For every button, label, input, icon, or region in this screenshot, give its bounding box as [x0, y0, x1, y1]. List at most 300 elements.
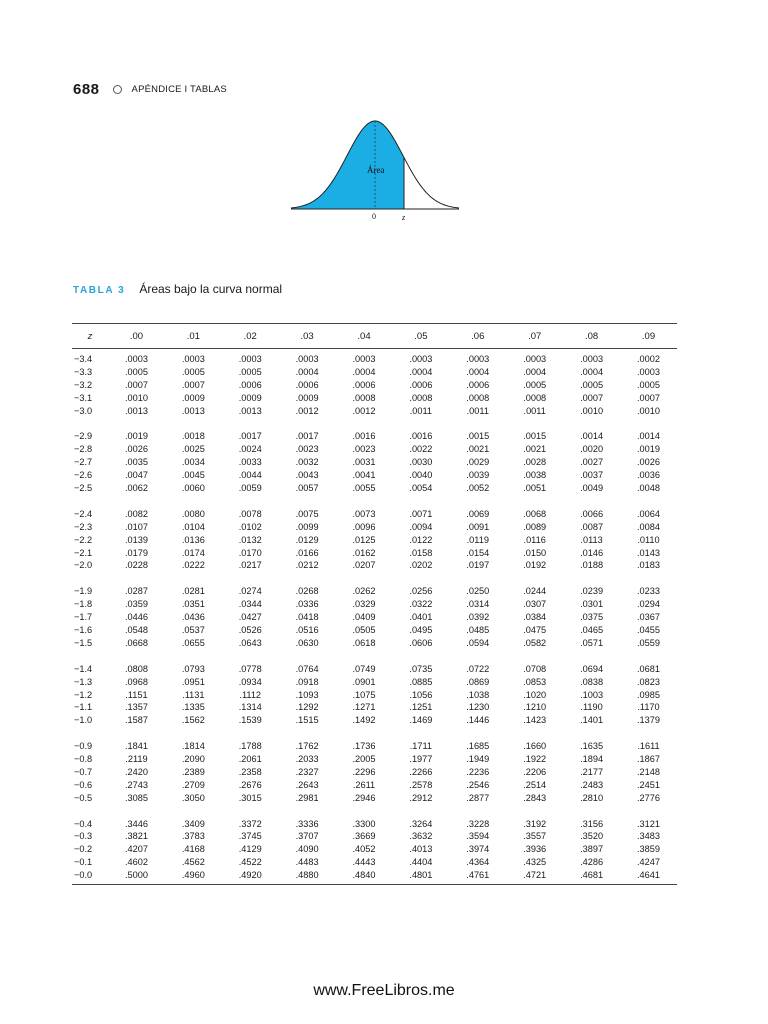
normal-curve-figure: [285, 112, 465, 227]
area-value-cell: .4960: [181, 870, 205, 881]
area-value-cell: .1841: [124, 741, 148, 752]
z-value-cell: −3.2: [74, 379, 93, 390]
area-value-cell: .0162: [352, 547, 376, 558]
area-value-cell: .4920: [238, 870, 262, 881]
area-value-cell: .0004: [466, 366, 490, 377]
area-value-cell: .0537: [181, 624, 205, 635]
area-value-cell: .0307: [523, 599, 547, 610]
area-value-cell: .0026: [637, 457, 660, 468]
z-value-cell: −1.0: [74, 715, 93, 726]
table-row: [72, 482, 677, 495]
area-value-cell: .0336: [295, 599, 319, 610]
table-row: [72, 740, 677, 753]
area-value-cell: .0047: [124, 470, 148, 481]
area-value-cell: .0013: [238, 405, 262, 416]
z-value-cell: −1.7: [74, 612, 93, 623]
area-value-cell: .2033: [295, 754, 319, 765]
z-value-cell: −0.6: [74, 779, 93, 790]
area-value-cell: .3821: [124, 831, 148, 842]
area-value-cell: .0329: [352, 599, 376, 610]
area-value-cell: .3085: [124, 792, 148, 803]
area-value-cell: .1736: [352, 741, 376, 752]
area-value-cell: .0749: [352, 663, 376, 674]
area-value-cell: .1151: [125, 689, 148, 700]
area-value-cell: .0314: [466, 599, 490, 610]
area-value-cell: .0427: [238, 612, 262, 623]
area-value-cell: .2148: [637, 766, 660, 777]
column-header: .09: [620, 324, 677, 349]
area-value-cell: .0869: [466, 676, 490, 687]
area-value-cell: .0041: [352, 470, 376, 481]
area-value-cell: .0808: [124, 663, 148, 674]
area-value-cell: .2743: [124, 779, 148, 790]
table-row: [72, 753, 677, 766]
area-value-cell: .0119: [466, 534, 489, 545]
area-value-cell: .0029: [466, 457, 490, 468]
area-value-cell: .4681: [580, 870, 604, 881]
area-value-cell: .0003: [580, 354, 604, 364]
column-header: .03: [279, 324, 336, 349]
area-value-cell: .1894: [580, 754, 604, 765]
area-value-cell: .4325: [523, 857, 547, 868]
area-value-cell: .0036: [637, 470, 660, 481]
area-value-cell: .0735: [409, 663, 433, 674]
area-value-cell: .0004: [523, 366, 547, 377]
area-value-cell: .3446: [124, 818, 148, 829]
area-value-cell: .0019: [124, 431, 148, 442]
area-value-cell: .0068: [523, 508, 547, 519]
area-value-cell: .1539: [238, 715, 262, 726]
area-value-cell: .0007: [181, 379, 205, 390]
area-value-cell: .0192: [523, 560, 547, 571]
area-value-cell: .1611: [637, 741, 660, 752]
table-row: [72, 830, 677, 843]
area-value-cell: .0066: [580, 508, 604, 519]
area-value-cell: .0228: [124, 560, 148, 571]
area-value-cell: .0082: [124, 508, 148, 519]
area-value-cell: .2709: [181, 779, 205, 790]
area-value-cell: .0006: [295, 379, 319, 390]
area-value-cell: .3936: [523, 844, 547, 855]
area-value-cell: .0004: [352, 366, 376, 377]
area-value-cell: .0003: [409, 354, 433, 364]
area-value-cell: .0060: [181, 483, 205, 494]
z-value-cell: −1.9: [74, 586, 93, 597]
area-value-cell: .0764: [295, 663, 319, 674]
normal-curve-svg: [285, 112, 465, 227]
area-value-cell: .0030: [409, 457, 433, 468]
area-value-cell: .0043: [295, 470, 319, 481]
area-value-cell: .0188: [580, 560, 604, 571]
area-value-cell: .0008: [523, 392, 547, 403]
table-row: [72, 443, 677, 456]
area-value-cell: .2611: [352, 779, 376, 790]
area-value-cell: .0021: [523, 444, 547, 455]
area-value-cell: .3520: [580, 831, 604, 842]
area-value-cell: .0823: [637, 676, 660, 687]
table-row: [72, 611, 677, 624]
area-value-cell: .0059: [238, 483, 262, 494]
area-value-cell: .0004: [295, 366, 319, 377]
group-spacer: [72, 650, 677, 663]
area-value-cell: .2676: [238, 779, 262, 790]
area-value-cell: .0084: [637, 521, 660, 532]
area-value-cell: .1711: [409, 741, 433, 752]
area-value-cell: .1170: [637, 702, 660, 713]
table-row: [72, 392, 677, 405]
z-value-cell: −2.3: [74, 521, 93, 532]
area-value-cell: .0037: [580, 470, 604, 481]
column-header: .01: [165, 324, 222, 349]
area-value-cell: .0158: [409, 547, 433, 558]
area-value-cell: .4840: [352, 870, 376, 881]
area-value-cell: .0014: [580, 431, 604, 442]
area-value-cell: .0032: [295, 457, 319, 468]
area-value-cell: .0006: [238, 379, 262, 390]
area-value-cell: .0015: [523, 431, 547, 442]
area-value-cell: .0057: [295, 483, 319, 494]
area-value-cell: .0051: [523, 483, 547, 494]
area-value-cell: .0918: [295, 676, 319, 687]
area-value-cell: .3783: [181, 831, 205, 842]
table-row: [72, 430, 677, 443]
area-value-cell: .0040: [409, 470, 433, 481]
area-value-cell: .0179: [124, 547, 148, 558]
area-value-cell: .0026: [124, 444, 148, 455]
area-value-cell: .0008: [352, 392, 376, 403]
circle-icon: [113, 85, 122, 94]
area-value-cell: .3483: [637, 831, 660, 842]
area-value-cell: .0003: [238, 354, 262, 364]
area-value-cell: .0020: [580, 444, 604, 455]
area-value-cell: .1949: [466, 754, 490, 765]
area-value-cell: .0055: [352, 483, 376, 494]
page-number: 688: [73, 80, 100, 98]
table-row: [72, 663, 677, 676]
area-value-cell: .0003: [181, 354, 205, 364]
area-value-cell: .2451: [637, 779, 660, 790]
area-value-cell: .0019: [637, 444, 660, 455]
area-value-cell: .0409: [352, 612, 376, 623]
area-value-cell: .0044: [238, 470, 262, 481]
table-row: [72, 818, 677, 831]
area-value-cell: .0071: [409, 508, 433, 519]
area-value-cell: .4602: [124, 857, 148, 868]
area-value-cell: .1292: [295, 702, 319, 713]
column-header: .06: [449, 324, 506, 349]
area-value-cell: .0197: [466, 560, 490, 571]
area-value-cell: .3669: [352, 831, 376, 842]
area-value-cell: .1075: [352, 689, 376, 700]
area-value-cell: .0005: [124, 366, 148, 377]
area-value-cell: .0778: [238, 663, 262, 674]
area-value-cell: .0048: [637, 483, 660, 494]
z-value-cell: −0.8: [74, 754, 93, 765]
area-value-cell: .1867: [637, 754, 660, 765]
area-value-cell: .1762: [295, 741, 319, 752]
area-value-cell: .1587: [124, 715, 148, 726]
area-value-cell: .0559: [637, 637, 660, 648]
area-value-cell: .0054: [409, 483, 433, 494]
area-value-cell: .0485: [466, 624, 490, 635]
z-value-cell: −2.9: [74, 431, 93, 442]
area-value-cell: .4761: [466, 870, 490, 881]
column-header: .05: [392, 324, 449, 349]
table-label: TABLA 3: [73, 285, 126, 296]
area-value-cell: .2546: [466, 779, 490, 790]
area-value-cell: .0655: [181, 637, 205, 648]
area-value-cell: .0003: [124, 354, 148, 364]
area-value-cell: .0003: [466, 354, 490, 364]
area-value-cell: .0722: [466, 663, 490, 674]
column-header: .00: [108, 324, 165, 349]
area-value-cell: .1685: [466, 741, 490, 752]
area-value-cell: .0643: [238, 637, 262, 648]
area-value-cell: .0025: [181, 444, 205, 455]
area-value-cell: .0002: [637, 354, 660, 364]
area-value-cell: .0351: [181, 599, 205, 610]
area-value-cell: .0008: [466, 392, 490, 403]
area-value-cell: .0681: [637, 663, 660, 674]
area-value-cell: .0129: [295, 534, 319, 545]
area-value-cell: .3409: [181, 818, 205, 829]
area-value-cell: .0526: [238, 624, 262, 635]
area-value-cell: .0110: [637, 534, 660, 545]
area-value-cell: .0091: [466, 521, 490, 532]
area-value-cell: .0007: [580, 392, 604, 403]
z-value-cell: −2.5: [74, 483, 93, 494]
area-value-cell: .0080: [181, 508, 205, 519]
area-value-cell: .0010: [580, 405, 604, 416]
area-value-cell: .4090: [295, 844, 319, 855]
area-value-cell: .0401: [409, 612, 433, 623]
area-value-cell: .2389: [181, 766, 205, 777]
table-row: [72, 559, 677, 572]
column-header: .08: [563, 324, 620, 349]
table-row: [72, 366, 677, 379]
area-value-cell: .2912: [409, 792, 433, 803]
area-value-cell: .0268: [295, 586, 319, 597]
area-value-cell: .0009: [181, 392, 205, 403]
area-value-cell: .0951: [181, 676, 205, 687]
area-value-cell: .0012: [352, 405, 376, 416]
area-value-cell: .0062: [124, 483, 148, 494]
area-value-cell: .0436: [181, 612, 205, 623]
area-value-cell: .1515: [295, 715, 319, 726]
area-value-cell: .3372: [238, 818, 262, 829]
table-title: [73, 282, 282, 296]
area-value-cell: .0274: [238, 586, 262, 597]
z-value-cell: −0.7: [74, 766, 93, 777]
area-value-cell: .0005: [523, 379, 547, 390]
area-value-cell: .2810: [580, 792, 604, 803]
table-row: [72, 714, 677, 727]
area-value-cell: .0548: [124, 624, 148, 635]
area-value-cell: .0154: [466, 547, 490, 558]
group-spacer: [72, 572, 677, 585]
area-value-cell: .1020: [523, 689, 547, 700]
area-value-cell: .2514: [523, 779, 547, 790]
area-value-cell: .4404: [409, 857, 433, 868]
page-header: [73, 81, 227, 97]
area-value-cell: .0384: [523, 612, 547, 623]
area-value-cell: .1335: [181, 702, 205, 713]
area-value-cell: .0024: [238, 444, 262, 455]
column-header: .07: [506, 324, 563, 349]
area-value-cell: .0146: [580, 547, 604, 558]
z-value-cell: −1.4: [74, 663, 93, 674]
area-value-cell: .0571: [580, 637, 604, 648]
table-row: [72, 792, 677, 805]
area-value-cell: .0344: [238, 599, 262, 610]
table-row: [72, 585, 677, 598]
area-value-cell: .3228: [466, 818, 490, 829]
area-value-cell: .0367: [637, 612, 660, 623]
area-value-cell: .2206: [523, 766, 547, 777]
area-value-cell: .0281: [181, 586, 205, 597]
table-row: [72, 676, 677, 689]
area-value-cell: .0132: [238, 534, 262, 545]
table-row: [72, 521, 677, 534]
area-value-cell: .2877: [466, 792, 490, 803]
table-row: [72, 508, 677, 521]
area-value-cell: .1357: [124, 702, 148, 713]
area-value-cell: .3557: [523, 831, 547, 842]
z-value-cell: −1.2: [74, 689, 93, 700]
area-value-cell: .1922: [523, 754, 547, 765]
area-value-cell: .0031: [352, 457, 376, 468]
column-header: .04: [336, 324, 393, 349]
area-value-cell: .1814: [181, 741, 205, 752]
area-value-cell: .4801: [409, 870, 433, 881]
area-value-cell: .0322: [409, 599, 433, 610]
z-value-cell: −0.3: [74, 831, 93, 842]
area-value-cell: .0004: [580, 366, 604, 377]
area-value-cell: .0475: [523, 624, 547, 635]
table-row: [72, 856, 677, 869]
area-value-cell: .0582: [523, 637, 547, 648]
area-value-cell: .1210: [523, 702, 547, 713]
area-value-cell: .0003: [637, 366, 660, 377]
area-value-cell: .0239: [580, 586, 604, 597]
area-value-cell: .2266: [409, 766, 433, 777]
table-row: [72, 547, 677, 560]
table-row: [72, 456, 677, 469]
area-value-cell: .0033: [238, 457, 262, 468]
z-value-cell: −0.2: [74, 844, 93, 855]
area-value-cell: .0004: [409, 366, 433, 377]
table-row: [72, 405, 677, 418]
area-value-cell: .4880: [295, 870, 319, 881]
area-value-cell: .0516: [295, 624, 319, 635]
area-value-cell: .0007: [637, 392, 660, 403]
area-value-cell: .0022: [409, 444, 433, 455]
table-row: [72, 637, 677, 650]
z-value-cell: −2.4: [74, 508, 93, 519]
area-value-cell: .0006: [466, 379, 490, 390]
z-value-cell: −2.0: [74, 560, 93, 571]
area-value-cell: .0027: [580, 457, 604, 468]
area-value-cell: .0023: [352, 444, 376, 455]
area-value-cell: .0011: [409, 405, 433, 416]
area-value-cell: .0170: [238, 547, 262, 558]
area-value-cell: .0136: [181, 534, 205, 545]
area-value-cell: .0594: [466, 637, 490, 648]
area-value-cell: .1314: [238, 702, 262, 713]
table-body: [72, 349, 677, 883]
area-value-cell: .4129: [238, 844, 262, 855]
area-value-cell: .4522: [238, 857, 262, 868]
area-value-cell: .0003: [295, 354, 319, 364]
area-value-cell: .0006: [409, 379, 433, 390]
area-value-cell: .0853: [523, 676, 547, 687]
area-value-cell: .2061: [238, 754, 262, 765]
z-value-cell: −2.7: [74, 457, 93, 468]
z-value-cell: −1.8: [74, 599, 93, 610]
z-value-cell: −1.5: [74, 637, 93, 648]
area-value-cell: .0078: [238, 508, 262, 519]
area-value-cell: .0116: [523, 534, 546, 545]
area-value-cell: .0014: [637, 431, 660, 442]
z-label: z: [402, 213, 406, 222]
z-value-cell: −0.5: [74, 792, 93, 803]
area-value-cell: .0212: [295, 560, 319, 571]
area-value-cell: .0007: [124, 379, 148, 390]
area-value-cell: .1271: [352, 702, 376, 713]
table-row: [72, 379, 677, 392]
area-value-cell: .1131: [182, 689, 205, 700]
area-value-cell: .0021: [466, 444, 490, 455]
z-value-cell: −2.2: [74, 534, 93, 545]
area-value-cell: .2946: [352, 792, 376, 803]
area-value-cell: .0985: [637, 689, 660, 700]
area-value-cell: .1401: [580, 715, 604, 726]
table-row: [72, 843, 677, 856]
area-value-cell: .1660: [523, 741, 547, 752]
area-value-cell: .0233: [637, 586, 660, 597]
area-value-cell: .0005: [238, 366, 262, 377]
area-value-cell: .0359: [124, 599, 148, 610]
area-value-cell: .0010: [124, 392, 148, 403]
area-value-cell: .0018: [181, 431, 205, 442]
area-value-cell: .0465: [580, 624, 604, 635]
area-value-cell: .2236: [466, 766, 490, 777]
area-value-cell: .0017: [238, 431, 262, 442]
area-value-cell: .0003: [523, 354, 547, 364]
area-value-cell: .2578: [409, 779, 433, 790]
area-value-cell: .4286: [580, 857, 604, 868]
area-value-cell: .2327: [295, 766, 319, 777]
area-value-cell: .2483: [580, 779, 604, 790]
area-value-cell: .0901: [352, 676, 376, 687]
area-value-cell: .2358: [238, 766, 262, 777]
table-row: [72, 469, 677, 482]
table-row: [72, 598, 677, 611]
area-value-cell: .0793: [181, 663, 205, 674]
area-value-cell: .3745: [238, 831, 262, 842]
area-value-cell: .3594: [466, 831, 490, 842]
area-value-cell: .0113: [580, 534, 603, 545]
area-value-cell: .0052: [466, 483, 490, 494]
area-value-cell: .5000: [124, 870, 148, 881]
group-spacer: [72, 418, 677, 431]
area-value-cell: .0028: [523, 457, 547, 468]
area-value-cell: .0606: [409, 637, 433, 648]
area-value-cell: .2090: [181, 754, 205, 765]
table-header-row: [72, 324, 677, 349]
area-value-cell: .0035: [124, 457, 148, 468]
area-value-cell: .0096: [352, 521, 376, 532]
